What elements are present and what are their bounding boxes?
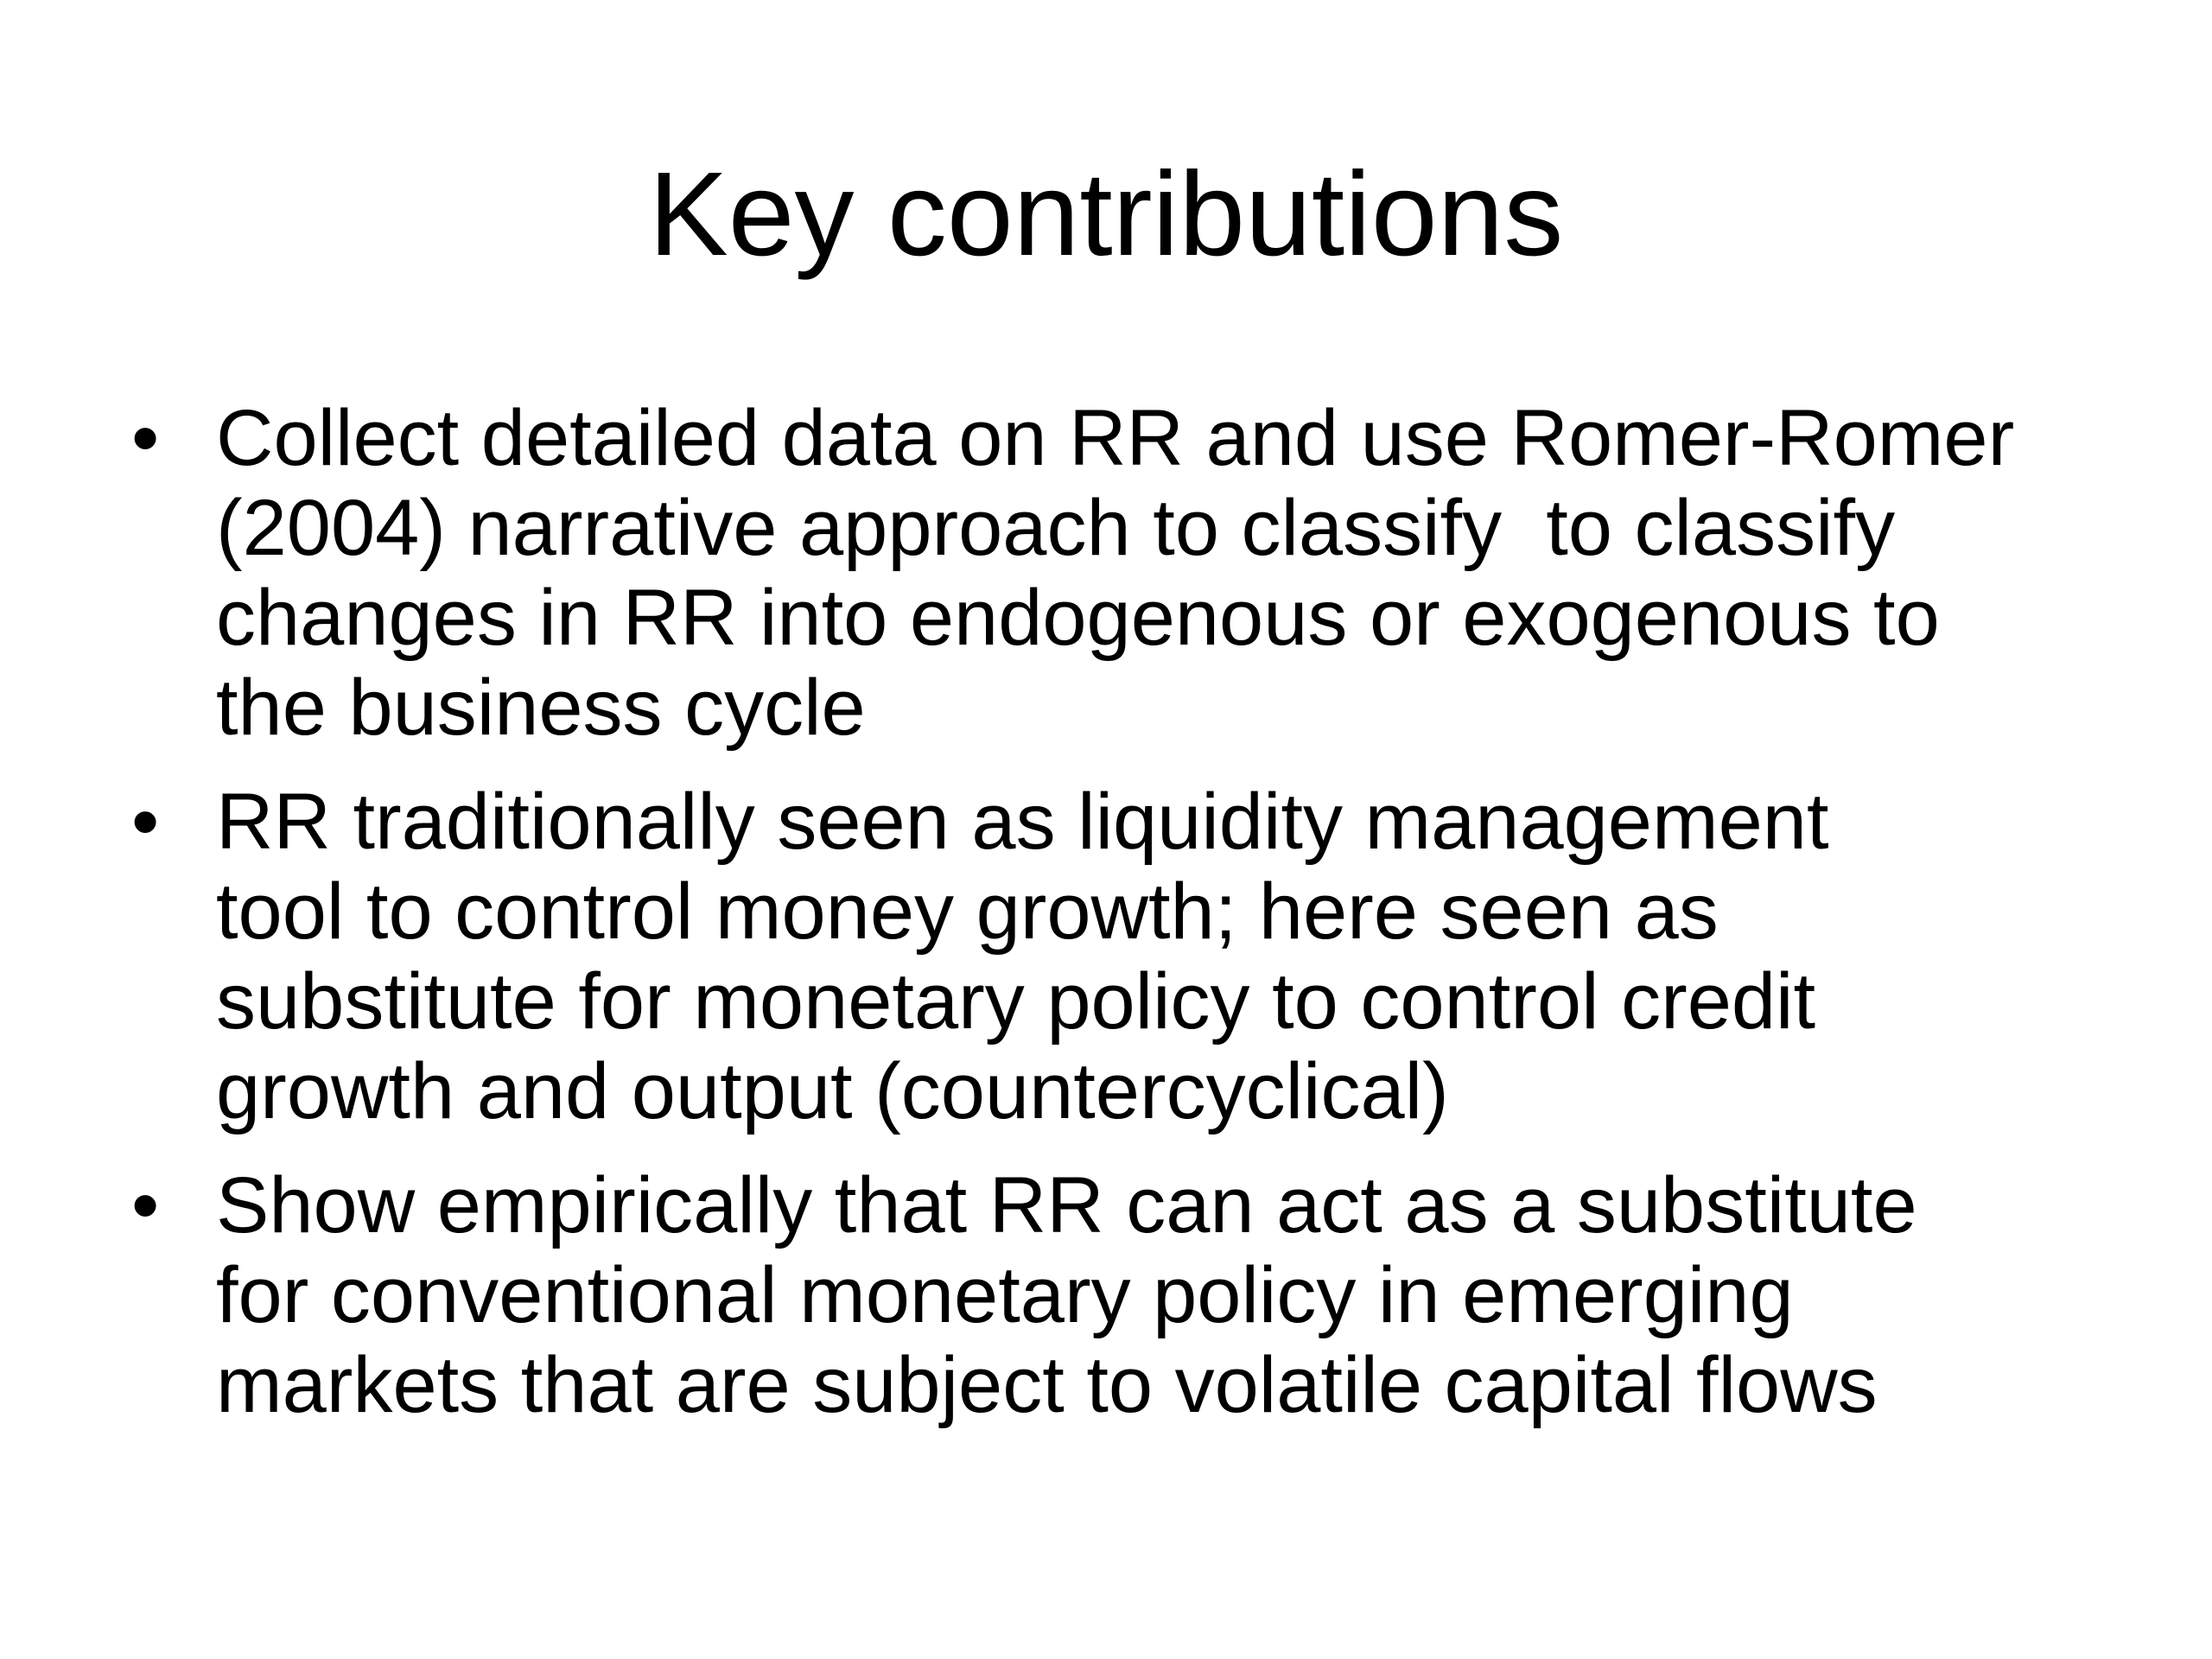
bullet-icon: • bbox=[131, 1161, 160, 1249]
bullet-item bbox=[121, 777, 2134, 1136]
bullet-text-line: growth and output (countercyclical) bbox=[216, 1047, 1449, 1135]
bullet-text-line: RR traditionally seen as liquidity management bbox=[216, 778, 1829, 866]
bullet-item bbox=[121, 1160, 2134, 1430]
bullet-text-line: changes in RR into endogenous or exogenous to bbox=[216, 574, 1940, 662]
bullet-text-line: Collect detailed data on RR and use Romer-Romer bbox=[216, 394, 2015, 482]
bullet-item bbox=[121, 393, 2134, 753]
bullet-text-line: (2004) narrative approach to classify to classify bbox=[216, 484, 1896, 572]
bullet-text-line: Show empirically that RR can act as a substitute bbox=[216, 1161, 1917, 1249]
bullet-icon: • bbox=[131, 778, 160, 866]
bullet-text-line: the business cycle bbox=[216, 664, 866, 752]
bullet-icon: • bbox=[131, 394, 160, 482]
bullet-text-line: substitute for monetary policy to control credit bbox=[216, 957, 1816, 1046]
slide-title: Key contributions bbox=[648, 148, 1564, 281]
bullet-text-line: for conventional monetary policy in emerging bbox=[216, 1251, 1794, 1339]
bullet-text-line: tool to control money growth; here seen as bbox=[216, 868, 1719, 956]
bullet-list bbox=[121, 393, 2134, 1454]
bullet-text-line: markets that are subject to volatile capital flows bbox=[216, 1341, 1878, 1429]
